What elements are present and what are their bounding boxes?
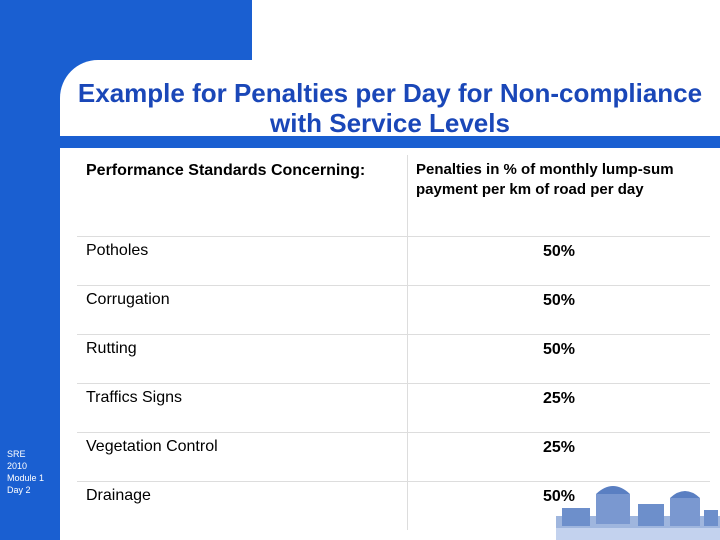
slide-title: Example for Penalties per Day for Non-compliance with Service Levels xyxy=(77,78,703,138)
row-penalty: 50% xyxy=(407,482,710,530)
row-penalty: 50% xyxy=(407,237,710,285)
row-standard: Corrugation xyxy=(86,291,170,308)
table-row xyxy=(77,384,710,433)
table-header xyxy=(77,155,710,237)
table-row xyxy=(77,335,710,384)
slide-footer xyxy=(7,448,59,496)
top-accent-block xyxy=(60,0,252,60)
row-standard: Rutting xyxy=(86,340,137,357)
row-standard: Potholes xyxy=(86,242,149,259)
table-row xyxy=(77,286,710,335)
footer-line: Module 1 xyxy=(7,473,45,483)
table-row xyxy=(77,237,710,286)
footer-line: 2010 xyxy=(7,461,28,471)
footer-line: Day 2 xyxy=(7,485,31,495)
row-penalty: 50% xyxy=(407,286,710,334)
building-skyline-decoration xyxy=(556,478,720,540)
row-penalty: 50% xyxy=(407,335,710,383)
header-performance-standards: Performance Standards Concerning: xyxy=(86,162,366,179)
row-standard: Vegetation Control xyxy=(86,438,218,455)
row-standard: Traffics Signs xyxy=(86,389,183,406)
penalties-table xyxy=(77,155,710,530)
row-penalty: 25% xyxy=(407,384,710,432)
row-standard: Drainage xyxy=(86,487,151,504)
table-row xyxy=(77,433,710,482)
row-penalty: 25% xyxy=(407,433,710,481)
header-penalties: Penalties in % of monthly lump-sum payment per km of road per day xyxy=(407,155,710,236)
footer-line: SRE xyxy=(7,449,26,459)
